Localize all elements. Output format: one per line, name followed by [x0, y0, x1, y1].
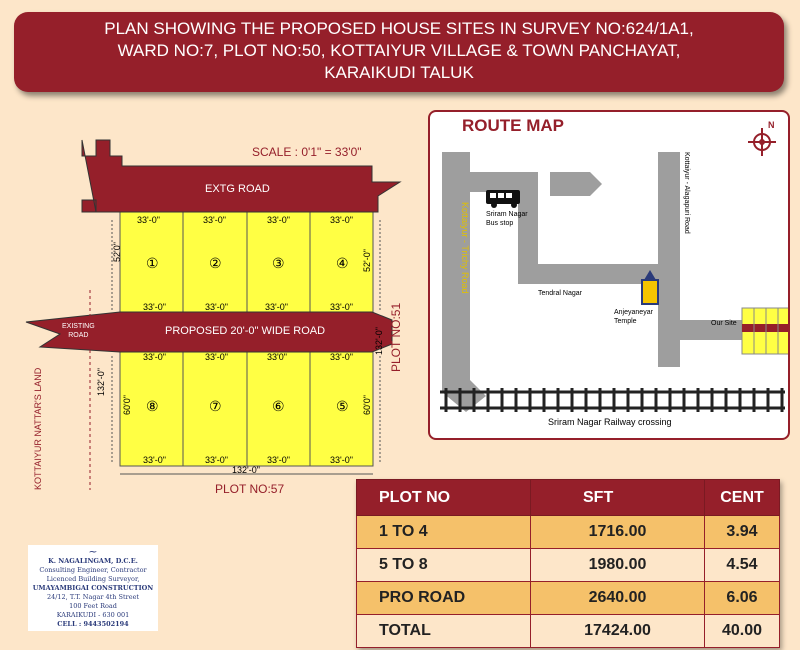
stamp-signature-icon: ~	[88, 545, 98, 558]
cell-cent: 6.06	[705, 582, 780, 615]
existing-road-label-1: EXISTING	[62, 323, 95, 330]
stamp-line-1: Consulting Engineer, Contractor	[39, 566, 147, 574]
bus-stop-label-1: Sriram Nagar	[486, 211, 528, 218]
title-line-1: PLAN SHOWING THE PROPOSED HOUSE SITES IN SURVEY NO:624/1A1,	[104, 19, 694, 38]
bottom-dim-132: 132'-0"	[232, 465, 260, 475]
top-dim-2: 33'-0"	[203, 215, 226, 225]
existing-road-label-2: ROAD	[68, 332, 89, 339]
route-map	[428, 110, 790, 440]
dim-60-right: 60'0"	[362, 395, 372, 415]
proposed-road-label: PROPOSED 20'-0" WIDE ROAD	[165, 325, 326, 337]
cell-sft: 2640.00	[531, 582, 705, 615]
left-land-label: KOTTAIYUR NATTAR'S LAND	[33, 367, 43, 490]
cell-cent: 40.00	[705, 615, 780, 648]
mid-dim-1: 33'-0"	[143, 302, 166, 312]
horizontal-road-top	[470, 172, 538, 192]
bottom-dim-4: 33'-0"	[330, 455, 353, 465]
table-header-row	[357, 480, 780, 516]
plot-number-4: ④	[336, 255, 349, 271]
table-row	[357, 582, 780, 615]
stamp-line-4: 24/12, T.T. Nagar 4th Street	[46, 593, 140, 601]
plot-57-label: PLOT NO:57	[215, 482, 285, 496]
cell-cent: 3.94	[705, 516, 780, 549]
table-row	[357, 549, 780, 582]
plot-number-7: ⑦	[209, 398, 222, 414]
low-dim-3: 33'0"	[267, 352, 287, 362]
top-dim-1: 33'-0"	[137, 215, 160, 225]
alagapuri-road-label: Kottaiyur - Alagapuri Road	[683, 152, 690, 234]
trichy-road-label: Kottaiyur - Trichy Road	[460, 202, 470, 294]
title-line-2: WARD NO:7, PLOT NO:50, KOTTAIYUR VILLAGE & TOWN PANCHAYAT,	[117, 41, 681, 60]
header-sft: SFT	[531, 480, 705, 516]
mid-dim-2: 33'-0"	[205, 302, 228, 312]
top-dim-4: 33'-0"	[330, 215, 353, 225]
dim-60-left: 60'0"	[122, 395, 132, 415]
plot-number-2: ②	[209, 255, 222, 271]
route-map-graphic	[430, 112, 790, 440]
area-table	[356, 479, 780, 648]
temple-label	[614, 308, 653, 326]
table-row	[357, 516, 780, 549]
low-dim-2: 33'-0"	[205, 352, 228, 362]
plot-number-1: ①	[146, 255, 159, 271]
tendral-nagar-label: Tendral Nagar	[538, 290, 582, 297]
mid-dim-3: 33'-0"	[265, 302, 288, 312]
kink-road	[550, 172, 602, 196]
bottom-dim-2: 33'-0"	[205, 455, 228, 465]
plot-51-label: PLOT NO:51	[389, 302, 403, 372]
mid-dim-4: 33'-0"	[330, 302, 353, 312]
cell-cent: 4.54	[705, 549, 780, 582]
site-plan-graphic	[0, 0, 420, 500]
plot-number-8: ⑧	[146, 398, 159, 414]
extg-road-label: EXTG ROAD	[205, 183, 270, 195]
title-line-3: KARAIKUDI TALUK	[324, 63, 474, 82]
north-label: N	[768, 120, 775, 130]
stamp-line-7: CELL : 9443502194	[57, 620, 129, 628]
scale-label: SCALE : 0'1" = 33'0"	[252, 145, 362, 159]
dim-52-right: 52'-0"	[362, 249, 372, 272]
engineer-stamp	[28, 545, 158, 631]
plot-number-5: ⑤	[336, 398, 349, 414]
temple-label-1: Anjeyaneyar	[614, 309, 653, 316]
plot-number-6: ⑥	[272, 398, 285, 414]
dim-132-left: 132'-0"	[96, 368, 106, 396]
bottom-dim-3: 33'-0"	[267, 455, 290, 465]
header-plot-no: PLOT NO	[357, 480, 531, 516]
stamp-name: K. NAGALINGAM, D.C.E.	[48, 557, 138, 565]
cell-plot: 5 TO 8	[357, 549, 531, 582]
bus-stop-label-2: Bus stop	[486, 220, 514, 227]
alagapuri-road	[658, 152, 680, 367]
table-row	[357, 615, 780, 648]
top-dim-3: 33'-0"	[267, 215, 290, 225]
stamp-line-2: Licenced Building Surveyor,	[46, 575, 140, 583]
our-site-label: Our Site	[711, 320, 737, 327]
existing-road-label	[62, 322, 95, 340]
cell-sft: 17424.00	[531, 615, 705, 648]
route-map-title: ROUTE MAP	[462, 116, 564, 135]
cell-plot: PRO ROAD	[357, 582, 531, 615]
stamp-line-3: UMAYAMBIGAI CONSTRUCTION	[32, 584, 154, 592]
bottom-dim-1: 33'-0"	[143, 455, 166, 465]
stamp-line-6: KARAIKUDI - 630 001	[56, 611, 130, 619]
railway-label: Sriram Nagar Railway crossing	[548, 417, 672, 427]
plot-number-3: ③	[272, 255, 285, 271]
temple-label-2: Temple	[614, 318, 637, 325]
dim-132-right: 132'-0"	[374, 327, 384, 355]
site-thumbnail-icon	[742, 308, 790, 354]
cell-sft: 1716.00	[531, 516, 705, 549]
dim-52-left: 52'0"	[112, 242, 122, 262]
header-cent: CENT	[705, 480, 780, 516]
bus-icon	[486, 190, 520, 208]
bus-stop-label	[486, 210, 528, 228]
cell-sft: 1980.00	[531, 549, 705, 582]
cell-plot: 1 TO 4	[357, 516, 531, 549]
low-dim-4: 33'-0"	[330, 352, 353, 362]
stamp-line-5: 100 Feet Road	[69, 602, 117, 610]
north-compass-icon	[748, 128, 776, 156]
cell-plot: TOTAL	[357, 615, 531, 648]
low-dim-1: 33'-0"	[143, 352, 166, 362]
